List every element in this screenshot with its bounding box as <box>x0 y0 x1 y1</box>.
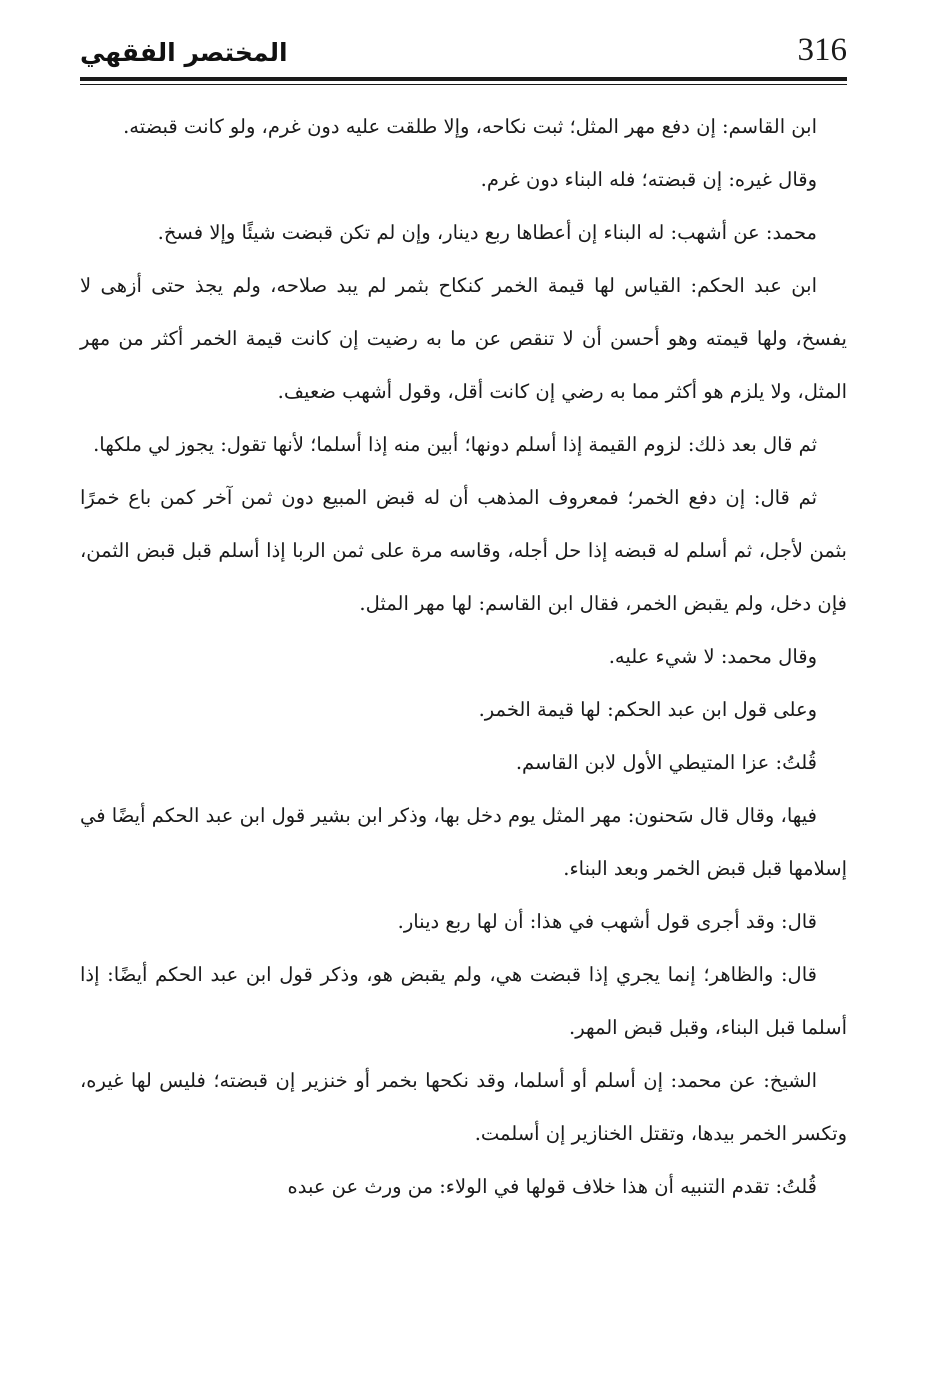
body-text <box>80 100 847 1213</box>
paragraph: وعلى قول ابن عبد الحكم: لها قيمة الخمر. <box>478 698 817 721</box>
paragraph: ابن القاسم: إن دفع مهر المثل؛ ثبت نكاحه، وإلا طلقت عليه دون غرم، ولو كانت قبضته. <box>123 115 817 138</box>
paragraph: قال: والظاهر؛ إنما يجري إذا قبضت هي، ولم يقبض هو، وذكر قول ابن عبد الحكم أيضًا: إذا أسلما قبل البناء، وقبل قبض المهر. <box>80 963 847 1039</box>
paragraph: قُلتُ: تقدم التنبيه أن هذا خلاف قولها في الولاء: من ورث عن عبده <box>287 1175 817 1198</box>
paragraph: ثم قال: إن دفع الخمر؛ فمعروف المذهب أن له قبض المبيع دون ثمن آخر كمن باع خمرًا بثمن لأجل، ثم أسلم له قبضه إذا حل أجله، وقاسه مرة على ثمن الربا إذا أسلم قبل قبض الثمن، فإن دخل، ولم يقبض الخمر، فقال ابن القاسم: لها مهر المثل. <box>80 486 847 615</box>
paragraph: وقال غيره: إن قبضته؛ فله البناء دون غرم. <box>480 168 817 191</box>
header-rule-thick <box>80 77 847 81</box>
paragraph: ابن عبد الحكم: القياس لها قيمة الخمر كنكاح بثمر لم يبد صلاحه، ولم يجذ حتى أزهى لا يفسخ، ولها قيمته وهو أحسن أن لا تنقص عن ما به رضيت إن كانت قيمة الخمر أكثر من مهر المثل، ولا يلزم هو أكثر مما به رضي إن كانت أقل، وقول أشهب ضعيف. <box>80 274 847 403</box>
paragraph: فيها، وقال قال سَحنون: مهر المثل يوم دخل بها، وذكر ابن بشير قول ابن عبد الحكم أيضًا في إسلامها قبل قبض الخمر وبعد البناء. <box>80 804 847 880</box>
paragraph: قُلتُ: عزا المتيطي الأول لابن القاسم. <box>515 751 817 774</box>
paragraph: قال: وقد أجرى قول أشهب في هذا: أن لها ربع دينار. <box>397 910 817 933</box>
header-rule-thin <box>80 84 847 85</box>
paragraph: محمد: عن أشهب: له البناء إن أعطاها ربع دينار، وإن لم تكن قبضت شيئًا وإلا فسخ. <box>157 221 817 244</box>
page-header <box>80 28 847 78</box>
running-title: المختصر الفقهي <box>80 38 288 67</box>
page-number: 316 <box>797 32 847 68</box>
paragraph: وقال محمد: لا شيء عليه. <box>608 645 817 668</box>
paragraph: الشيخ: عن محمد: إن أسلم أو أسلما، وقد نكحها بخمر أو خنزير إن قبضته؛ فليس لها غيره، وتكسر الخمر بيدها، وتقتل الخنازير إن أسلمت. <box>80 1069 847 1145</box>
paragraph: ثم قال بعد ذلك: لزوم القيمة إذا أسلم دونها؛ أبين منه إذا أسلما؛ لأنها تقول: يجوز لي ملكها. <box>93 433 817 456</box>
